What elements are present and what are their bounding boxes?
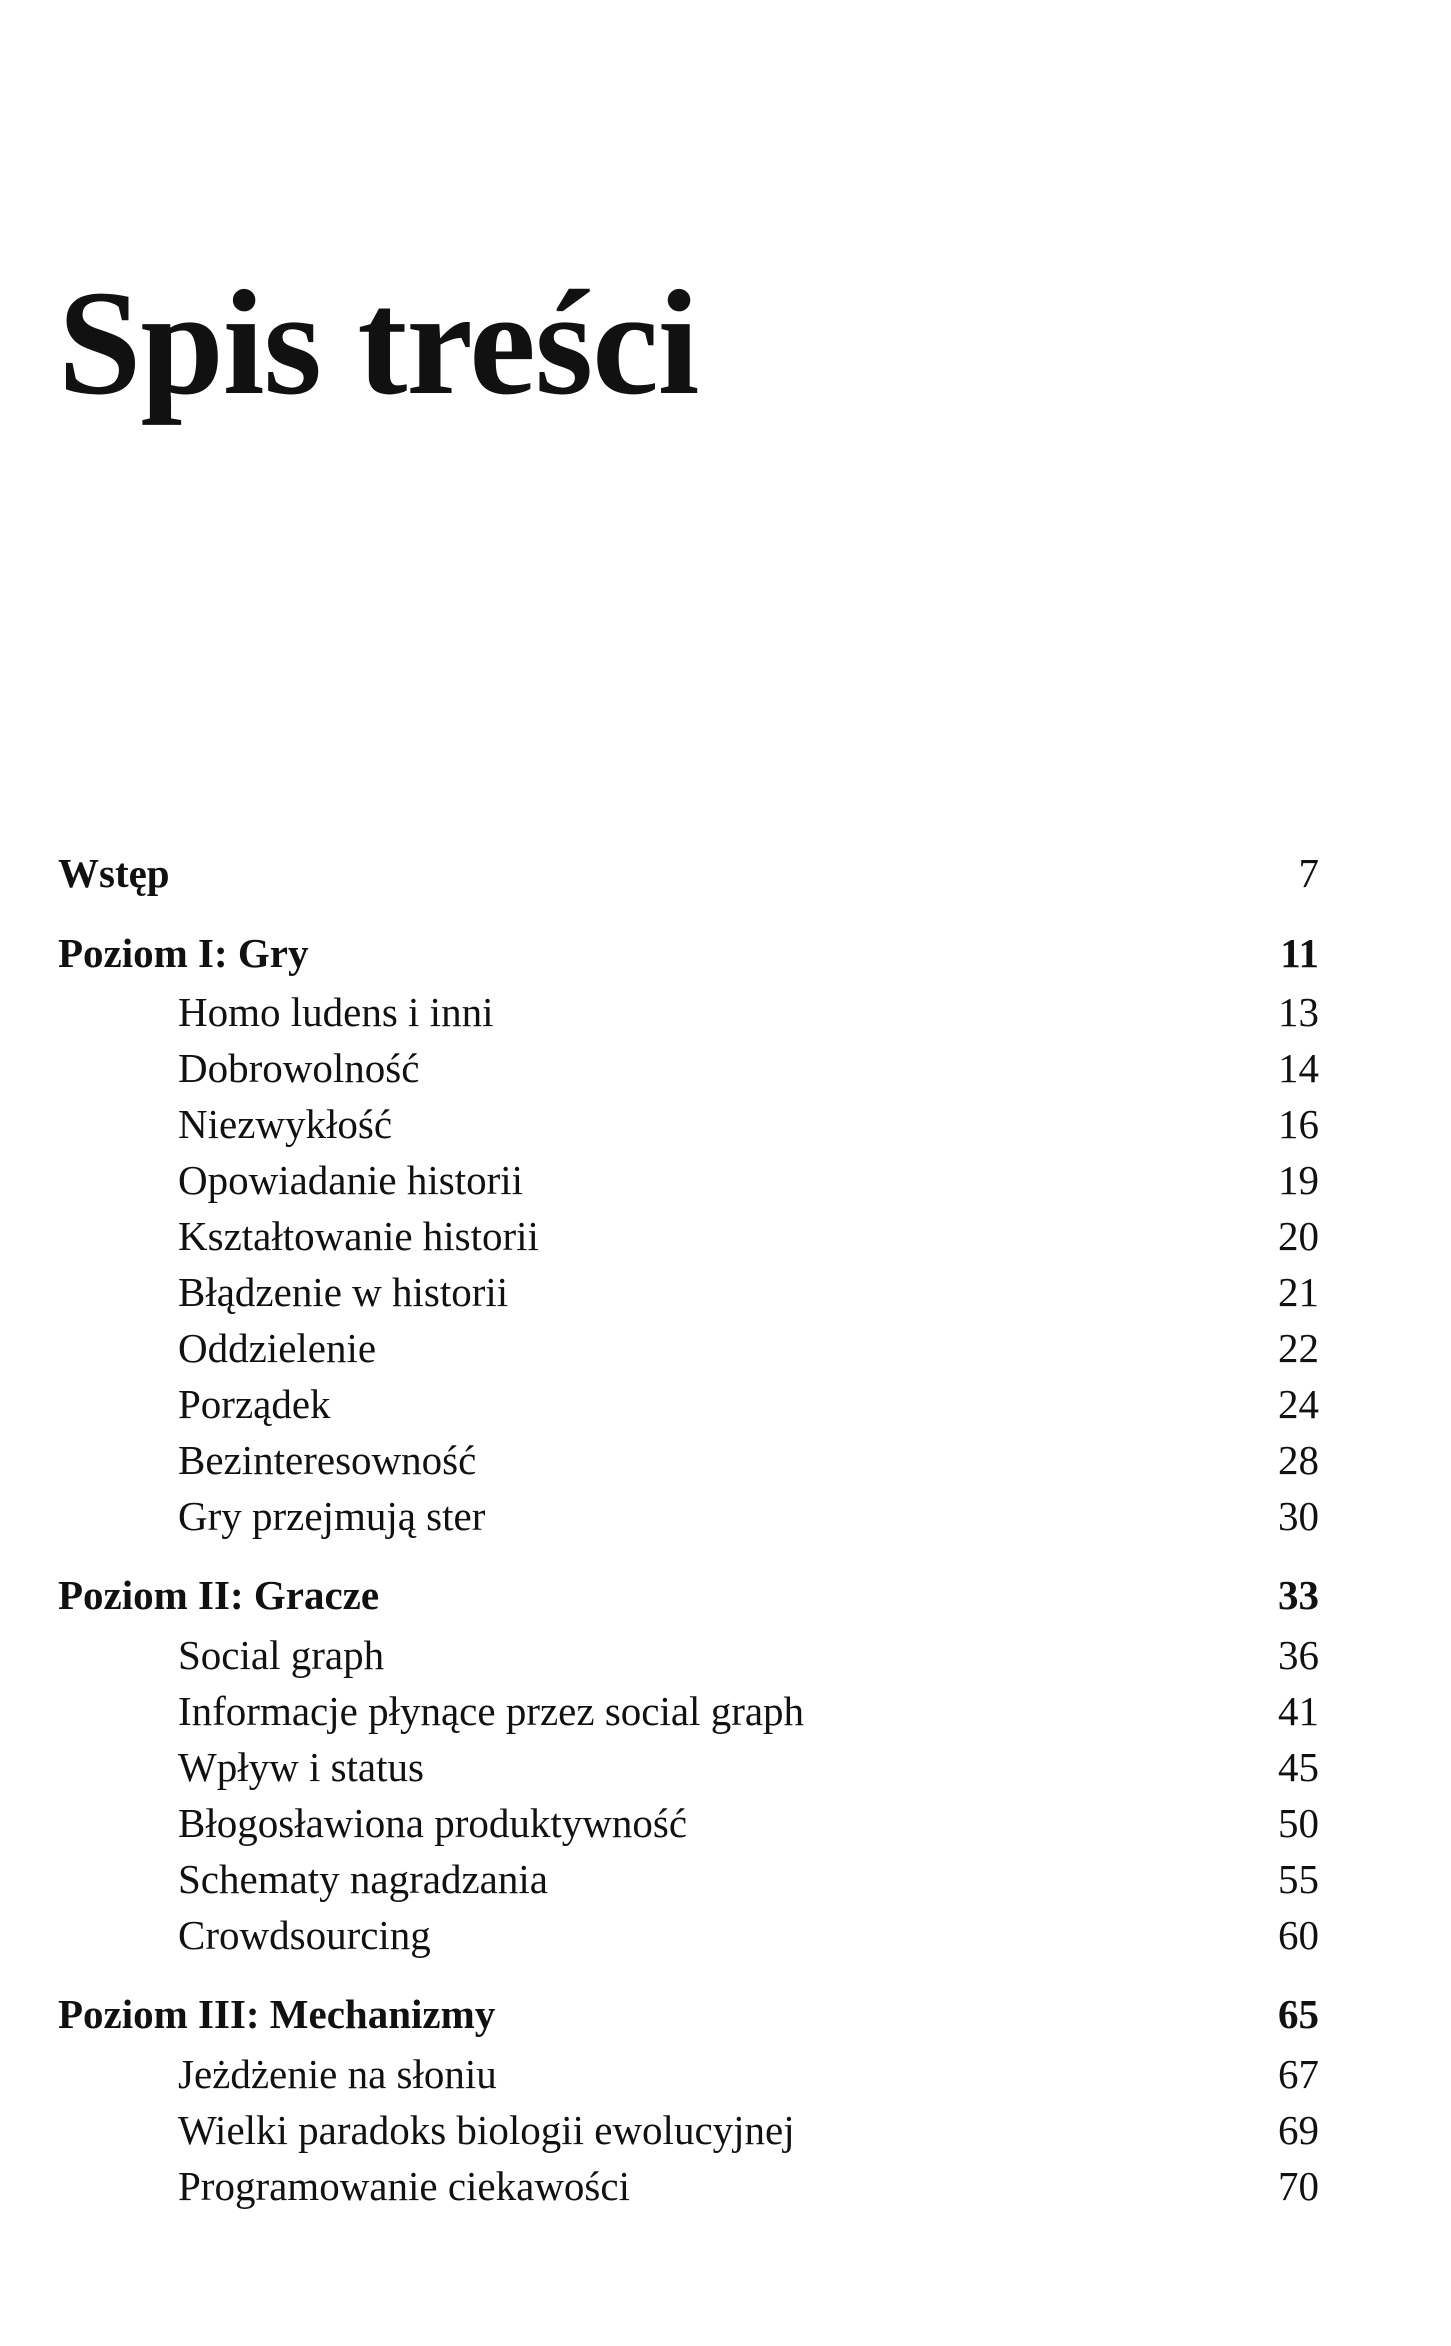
toc-entry-title: Informacje płynące przez social graph [178, 1688, 805, 1734]
toc-section-title: Poziom III: Mechanizmy [58, 1991, 496, 2037]
toc-entry-title: Oddzielenie [178, 1325, 377, 1371]
toc-page-number: 13 [1278, 989, 1319, 1035]
toc-entry-title: Social graph [178, 1632, 385, 1678]
toc-entry-title: Błogosławiona produktywność [178, 1800, 688, 1846]
toc-entry-row [0, 1625, 1451, 1681]
toc-entry-row [0, 1905, 1451, 1961]
toc-section-row [0, 843, 1451, 899]
toc-entry-title: Błądzenie w historii [178, 1269, 509, 1315]
toc-entry-row [0, 1150, 1451, 1206]
toc-section-title: Wstęp [58, 850, 170, 896]
toc-page-number: 14 [1278, 1045, 1319, 1091]
toc-page-number: 36 [1278, 1632, 1319, 1678]
toc-page-number: 65 [1278, 1991, 1319, 2037]
toc-entry-row [0, 1206, 1451, 1262]
toc-page-number: 45 [1278, 1744, 1319, 1790]
toc-entry-row [0, 1318, 1451, 1374]
toc-section-row [0, 923, 1451, 979]
toc-page-number: 16 [1278, 1101, 1319, 1147]
page-title: Spis treści [58, 260, 699, 426]
toc-entry-title: Opowiadanie historii [178, 1157, 524, 1203]
toc-entry-title: Porządek [178, 1381, 331, 1427]
toc-entry-row [0, 1793, 1451, 1849]
toc-page-number: 67 [1278, 2051, 1319, 2097]
toc-entry-title: Niezwykłość [178, 1101, 393, 1147]
toc-page-number: 20 [1278, 1213, 1319, 1259]
toc-entry-row [0, 1737, 1451, 1793]
toc-entry-title: Wielki paradoks biologii ewolucyjnej [178, 2107, 795, 2153]
toc-section-title: Poziom II: Gracze [58, 1572, 380, 1618]
toc-entry-title: Kształtowanie historii [178, 1213, 539, 1259]
toc-entry-row [0, 1486, 1451, 1542]
toc-entry-row [0, 1038, 1451, 1094]
toc-entry-title: Crowdsourcing [178, 1912, 431, 1958]
toc-page-number: 7 [1298, 850, 1319, 896]
toc-section-row [0, 1565, 1451, 1621]
toc-page-number: 28 [1278, 1437, 1319, 1483]
toc-entry-row [0, 2100, 1451, 2156]
toc-entry-title: Schematy nagradzania [178, 1856, 548, 1902]
toc-entry-row [0, 1430, 1451, 1486]
toc-entry-row [0, 2156, 1451, 2212]
toc-entry-row [0, 982, 1451, 1038]
toc-page-number: 50 [1278, 1800, 1319, 1846]
toc-page-number: 60 [1278, 1912, 1319, 1958]
toc-page-number: 55 [1278, 1856, 1319, 1902]
toc-entry-row [0, 1681, 1451, 1737]
toc-section-row [0, 1984, 1451, 2040]
toc-entry-row [0, 1262, 1451, 1318]
toc-entry-title: Programowanie ciekawości [178, 2163, 630, 2209]
toc-entry-title: Jeżdżenie na słoniu [178, 2051, 497, 2097]
toc-entry-title: Wpływ i status [178, 1744, 424, 1790]
toc-entry-title: Gry przejmują ster [178, 1493, 486, 1539]
toc-page-number: 21 [1278, 1269, 1319, 1315]
toc-entry-title: Dobrowolność [178, 1045, 420, 1091]
toc-entry-row [0, 2044, 1451, 2100]
toc-page-number: 19 [1278, 1157, 1319, 1203]
toc-page-number: 24 [1278, 1381, 1319, 1427]
toc-page-number: 70 [1278, 2163, 1319, 2209]
toc-entry-title: Bezinteresowność [178, 1437, 477, 1483]
toc-page-number: 11 [1280, 930, 1319, 976]
toc-page-number: 22 [1278, 1325, 1319, 1371]
toc-entry-row [0, 1849, 1451, 1905]
toc-page-number: 33 [1278, 1572, 1319, 1618]
toc-page-number: 69 [1278, 2107, 1319, 2153]
toc-page-number: 30 [1278, 1493, 1319, 1539]
toc-entry-row [0, 1374, 1451, 1430]
toc-section-title: Poziom I: Gry [58, 930, 309, 976]
toc-entry-row [0, 1094, 1451, 1150]
toc-entry-title: Homo ludens i inni [178, 989, 494, 1035]
toc-page-number: 41 [1278, 1688, 1319, 1734]
